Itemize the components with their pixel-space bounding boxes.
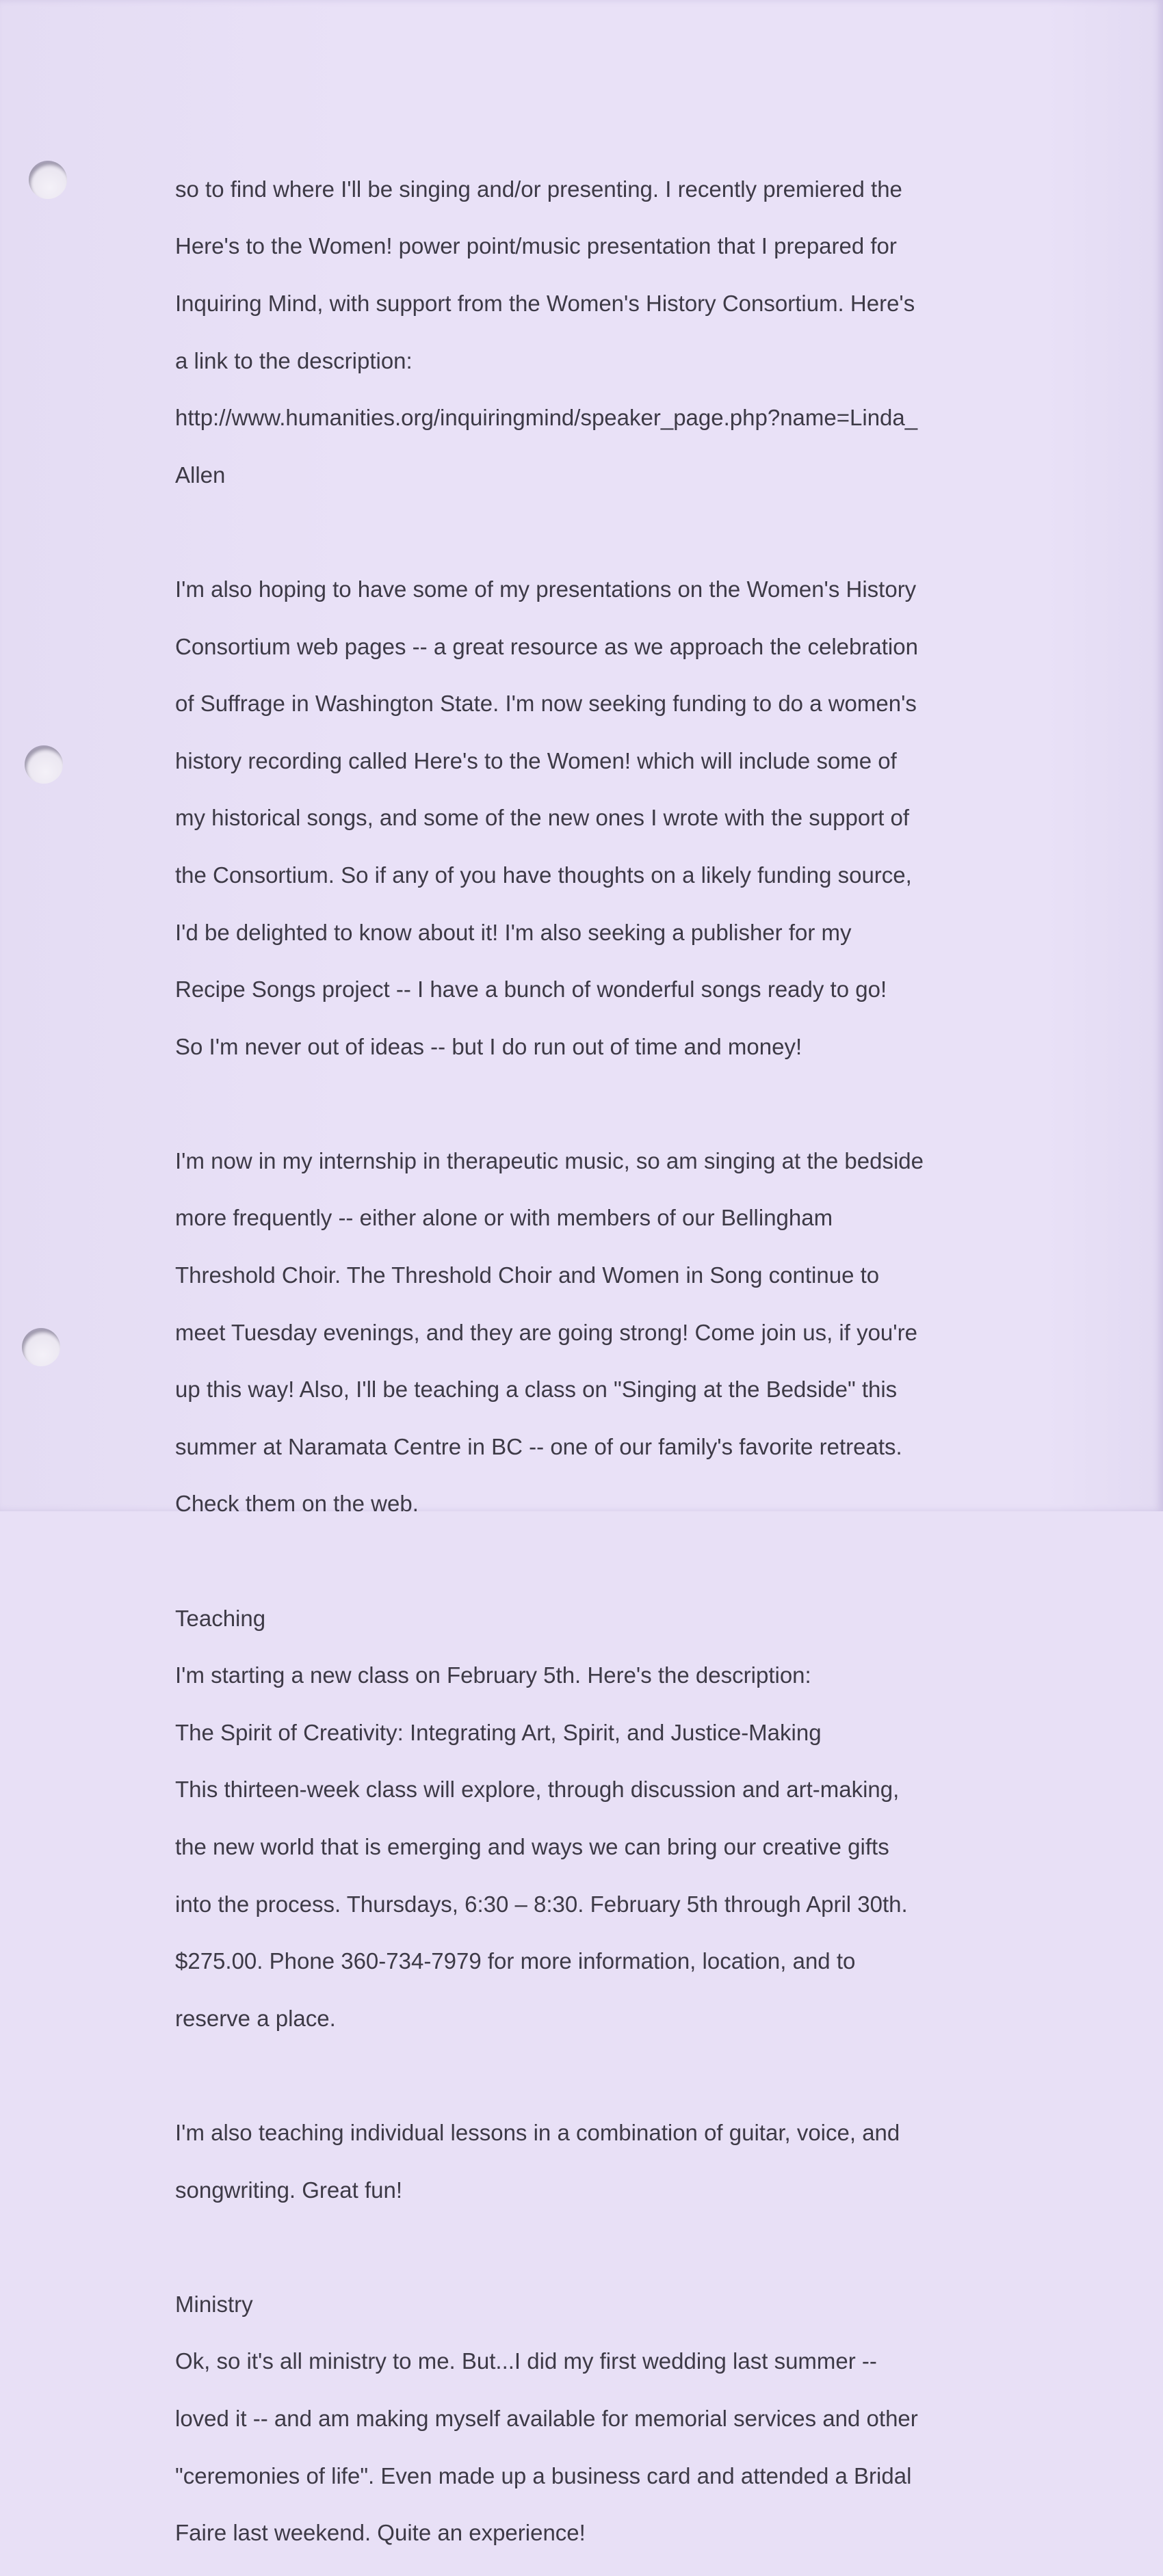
text-line: my historical songs, and some of the new ones I wrote with the support of [175, 805, 910, 831]
text-line: I'm now in my internship in therapeutic music, so am singing at the bedside [175, 1147, 924, 1173]
text-line: the Consortium. So if any of you have thoughts on a likely funding source, [175, 862, 912, 888]
text-line: Faire last weekend. Quite an experience! [175, 2520, 586, 2546]
paragraph-consortium [175, 546, 1010, 1089]
punch-hole-top [29, 161, 67, 199]
text-line: reserve a place. [175, 2005, 336, 2031]
url-line: http://www.humanities.org/inquiringmind/speaker_page.php?name=Linda_ [175, 405, 918, 431]
text-line: so to find where I'll be singing and/or presenting. I recently premiered the [175, 176, 902, 202]
text-line: history recording called Here's to the Women! which will include some of [175, 747, 897, 773]
text-line: Consortium web pages -- a great resource as we approach the celebration [175, 633, 918, 659]
text-line: I'm also teaching individual lessons in a combination of guitar, voice, and [175, 2119, 900, 2145]
paragraph-presentations-link [175, 146, 1010, 518]
text-line: the new world that is emerging and ways we can bring our creative gifts [175, 1834, 889, 1860]
class-title: The Spirit of Creativity: Integrating Art, Spirit, and Justice-Making [175, 1719, 822, 1745]
url-line-continued: Allen [175, 462, 226, 488]
section-ministry [175, 2261, 1010, 2576]
text-line: I'm starting a new class on February 5th. Here's the description: [175, 1662, 811, 1688]
section-teaching [175, 1576, 1010, 2062]
text-line: $275.00. Phone 360-734-7979 for more information, location, and to [175, 1948, 856, 1974]
text-line: This thirteen-week class will explore, through discussion and art-making, [175, 1777, 900, 1803]
letter-body [175, 146, 1010, 2576]
paragraph-lessons [175, 2090, 1010, 2233]
section-heading-ministry: Ministry [175, 2291, 253, 2317]
text-line: Threshold Choir. The Threshold Choir and Women in Song continue to [175, 1262, 880, 1288]
text-line: Recipe Songs project -- I have a bunch of wonderful songs ready to go! [175, 977, 887, 1002]
text-line: So I'm never out of ideas -- but I do run out of time and money! [175, 1033, 802, 1059]
text-line: of Suffrage in Washington State. I'm now seeking funding to do a women's [175, 691, 917, 717]
text-line: Ok, so it's all ministry to me. But...I did my first wedding last summer -- [175, 2348, 877, 2374]
text-line: up this way! Also, I'll be teaching a class on "Singing at the Bedside" this [175, 1377, 898, 1403]
text-line: I'd be delighted to know about it! I'm also seeking a publisher for my [175, 919, 852, 945]
text-line: Check them on the web. [175, 1491, 419, 1517]
text-line: more frequently -- either alone or with members of our Bellingham [175, 1205, 833, 1231]
text-line: songwriting. Great fun! [175, 2177, 402, 2203]
text-line: Here's to the Women! power point/music presentation that I prepared for [175, 233, 897, 259]
paragraph-internship [175, 1118, 1010, 1547]
text-line: summer at Naramata Centre in BC -- one of our family's favorite retreats. [175, 1433, 902, 1459]
text-line: Inquiring Mind, with support from the Women's History Consortium. Here's [175, 290, 915, 316]
punch-hole-bottom [22, 1328, 60, 1366]
text-line: meet Tuesday evenings, and they are going strong! Come join us, if you're [175, 1319, 917, 1345]
section-heading-teaching: Teaching [175, 1605, 266, 1631]
text-line: loved it -- and am making myself available for memorial services and other [175, 2405, 918, 2431]
punch-hole-middle [25, 745, 63, 784]
text-line: into the process. Thursdays, 6:30 – 8:30. February 5th through April 30th. [175, 1891, 908, 1917]
text-line: "ceremonies of life". Even made up a business card and attended a Bridal [175, 2462, 912, 2488]
text-line: I'm also hoping to have some of my presentations on the Women's History [175, 576, 917, 602]
text-line: a link to the description: [175, 347, 413, 373]
